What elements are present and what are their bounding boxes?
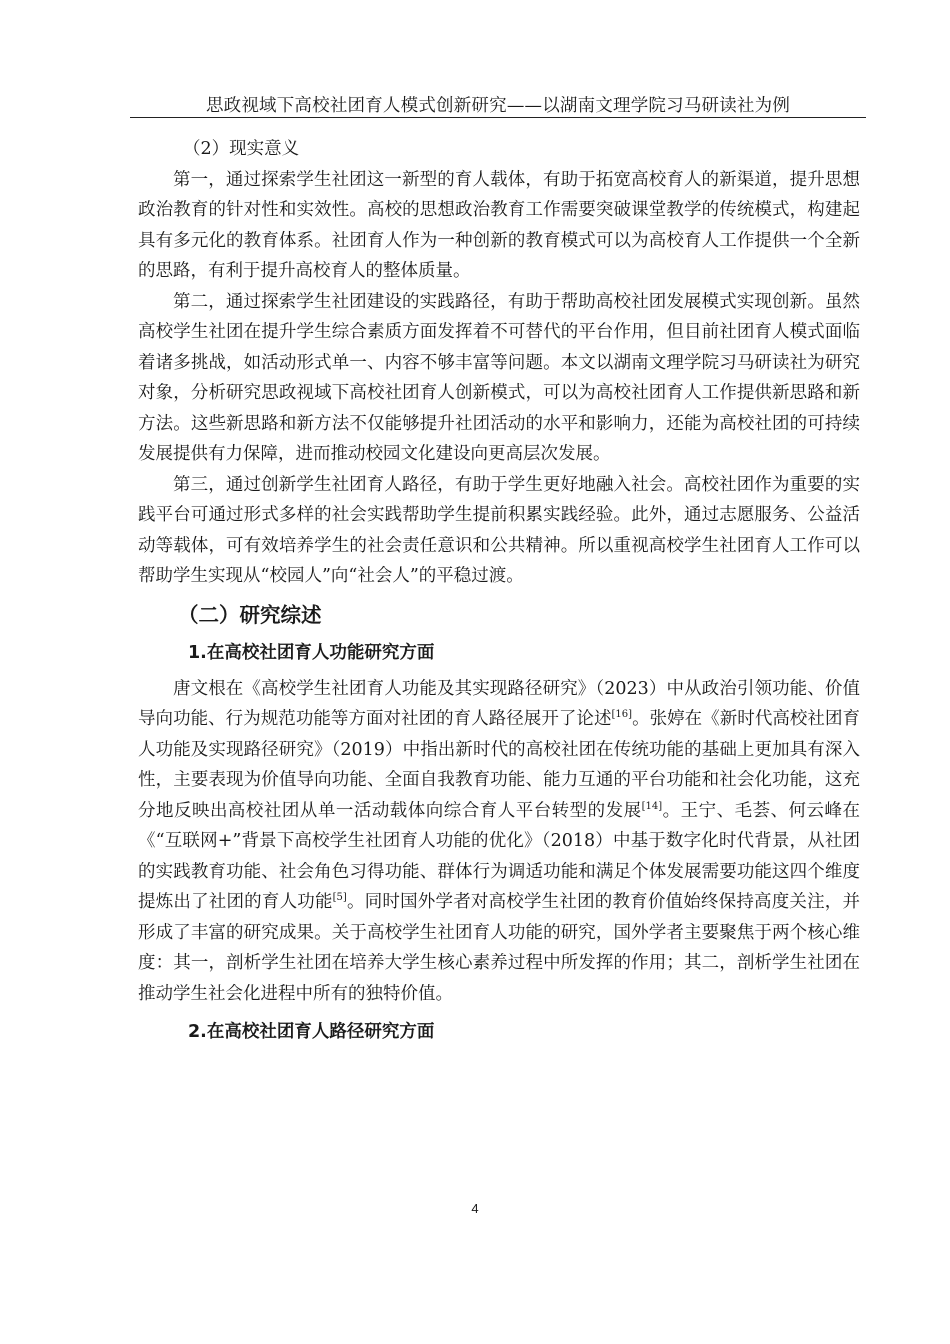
section-heading-review: （二）研究综述 xyxy=(178,602,322,627)
page-number: 4 xyxy=(471,1201,479,1216)
subsection-heading-function: 1.在高校社团育人功能研究方面 xyxy=(188,642,435,663)
citation-14: [14] xyxy=(641,800,663,812)
paragraph-review xyxy=(138,674,860,1010)
paragraph-second: 第二，通过探索学生社团建设的实践路径，有助于帮助高校社团发展模式实现创新。虽然高校学生社团在提升学生综合素质方面发挥着不可替代的平台作用，但目前社团育人模式面临着诸多挑战，如活动形式单一、内容不够丰富等问题。本文以湖南文理学院习马研读社为研究对象，分析研究思政视域下高校社团育人创新模式，可以为高校社团育人工作提供新思路和新方法。这些新思路和新方法不仅能够提升社团活动的水平和影响力，还能为高校社团的可持续发展提供有力保障，进而推动校园文化建设向更高层次发展。 xyxy=(138,291,860,464)
citation-5: [5] xyxy=(332,892,347,904)
page-body xyxy=(138,134,860,1053)
subsection-heading-path: 2.在高校社团育人路径研究方面 xyxy=(188,1022,435,1042)
review-text-part4: 。同时国外学者对高校学生社团的教育价值始终保持高度关注，并形成了丰富的研究成果。关于高校学生社团育人功能的研究，国外学者主要聚焦于两个核心维度：其一，剖析学生社团在培养大学生核心素养过程中所发挥的作用；其二，剖析学生社团在推动学生社会化进程中所有的独特价值。 xyxy=(138,892,861,1004)
citation-16: [16] xyxy=(611,709,633,721)
section-heading-practical: （2）现实意义 xyxy=(183,139,300,159)
header-divider xyxy=(130,117,866,118)
page-header-title: 思政视域下高校社团育人模式创新研究——以湖南文理学院习马研读社为例 xyxy=(205,96,791,116)
review-text-part3: 。王宁、毛荟、何云峰在《“互联网+”背景下高校学生社团育人功能的优化》（2018）中基于数字化时代背景，从社团的实践教育功能、社会角色习得功能、群体行为调适功能和满足个体发展需要功能这四个维度提炼出了社团的育人功能 xyxy=(138,800,861,912)
paragraph-first: 第一，通过探索学生社团这一新型的育人载体，有助于拓宽高校育人的新渠道，提升思想政治教育的针对性和实效性。高校的思想政治教育工作需要突破课堂教学的传统模式，构建起具有多元化的教育体系。社团育人作为一种创新的教育模式可以为高校育人工作提供一个全新的思路，有利于提升高校育人的整体质量。 xyxy=(138,169,860,281)
review-text-part2: 。张婷在《新时代高校社团育人功能及实现路径研究》（2019）中指出新时代的高校社团在传统功能的基础上更加具有深入性，主要表现为价值导向功能、全面自我教育功能、能力互通的平台功能和社会化功能，这充分地反映出高校社团从单一活动载体向综合育人平台转型的发展 xyxy=(138,709,861,821)
paragraph-third: 第三，通过创新学生社团育人路径，有助于学生更好地融入社会。高校社团作为重要的实践平台可通过形式多样的社会实践帮助学生提前积累实践经验。此外，通过志愿服务、公益活动等载体，可有效培养学生的社会责任意识和公共精神。所以重视高校学生社团育人工作可以帮助学生实现从“校园人”向“社会人”的平稳过渡。 xyxy=(138,474,860,586)
review-text-part1: 唐文根在《高校学生社团育人功能及其实现路径研究》（2023）中从政治引领功能、价值导向功能、行为规范功能等方面对社团的育人路径展开了论述 xyxy=(138,678,860,729)
